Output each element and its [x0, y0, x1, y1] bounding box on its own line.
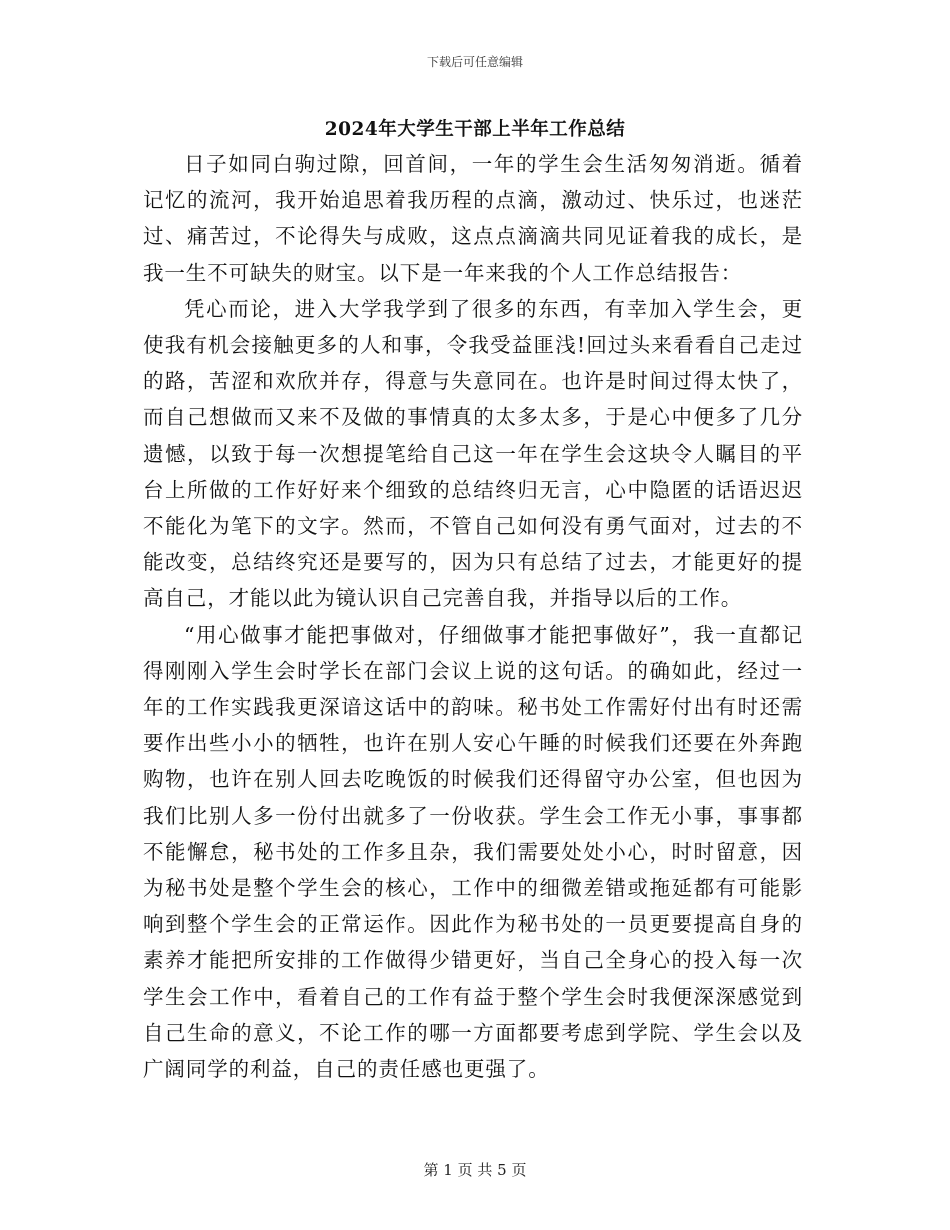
paragraph-intro: 日子如同白驹过隙，回首间，一年的学生会生活匆匆消逝。循着记忆的流河，我开始追思着我历程的点滴，激动过、快乐过，也迷茫过、痛苦过，不论得失与成败，这点点滴滴共同见证着我的成长，是我一生不可缺失的财宝。以下是一年来我的个人工作总结报告：: [143, 152, 803, 285]
page-header-note: 下载后可任意编辑: [426, 55, 523, 69]
document-body: [143, 146, 803, 1087]
paragraph-secretariat-work: “用心做事才能把事做对，仔细做事才能把事做好”，我一直都记得刚刚入学生会时学长在部门会议上说的这句话。的确如此，经过一年的工作实践我更深谙这话中的韵味。秘书处工作需好付出有时还需要作出些小小的牺牲，也许在别人安心午睡的时候我们还要在外奔跑购物，也许在别人回去吃晚饭的时候我们还得留守办公室，但也因为我们比别人多一份付出就多了一份收获。学生会工作无小事，事事都不能懈怠，秘书处的工作多且杂，我们需要处处小心，时时留意，因为秘书处是整个学生会的核心，工作中的细微差错或拖延都有可能影响到整个学生会的正常运作。因此作为秘书处的一员更要提高自身的素养才能把所安排的工作做得少错更好，当自己全身心的投入每一次学生会工作中，看着自己的工作有益于整个学生会时我便深深感觉到自己生命的意义，不论工作的哪一方面都要考虑到学院、学生会以及广阔同学的利益，自己的责任感也更强了。: [143, 622, 803, 1082]
document-title: 2024年大学生干部上半年工作总结: [324, 119, 626, 140]
page-footer-number: 第 1 页 共 5 页: [423, 1161, 527, 1179]
paragraph-reflection: 凭心而论，进入大学我学到了很多的东西，有幸加入学生会，更使我有机会接触更多的人和事，令我受益匪浅!回过头来看看自己走过的路，苦涩和欢欣并存，得意与失意同在。也许是时间过得太快了，而自己想做而又来不及做的事情真的太多太多，于是心中便多了几分遗憾，以致于每一次想提笔给自己这一年在学生会这块令人瞩目的平台上所做的工作好好来个细致的总结终归无言，心中隐匿的话语迟迟不能化为笔下的文字。然而，不管自己如何没有勇气面对，过去的不能改变，总结终究还是要写的，因为只有总结了过去，才能更好的提高自己，才能以此为镜认识自己完善自我，并指导以后的工作。: [143, 296, 803, 611]
